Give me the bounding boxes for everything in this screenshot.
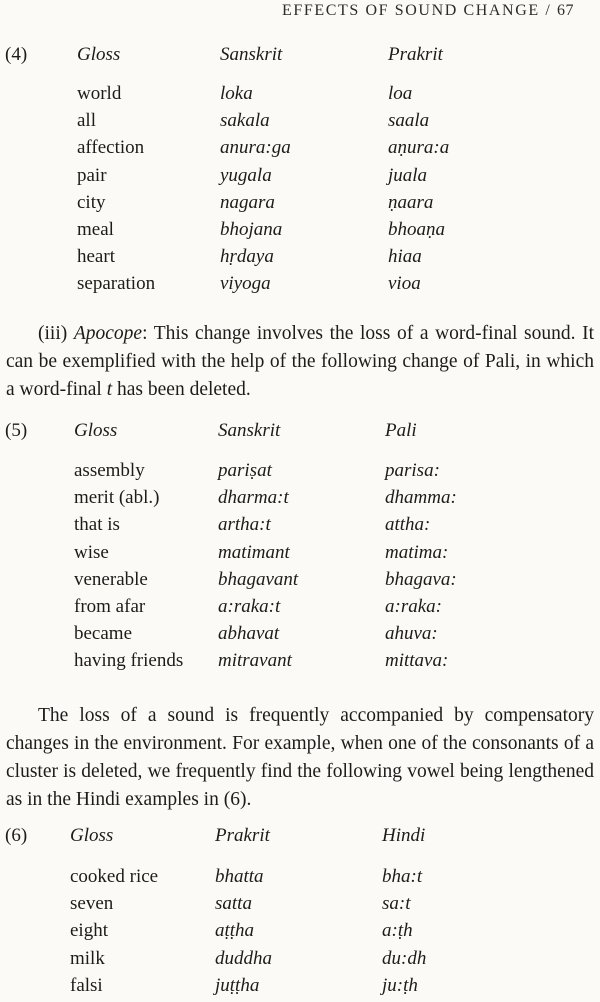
example-row <box>0 110 600 137</box>
target-form-cell: loa <box>388 83 413 104</box>
source-form-cell: bhatta <box>215 866 264 887</box>
example-rows <box>0 460 600 678</box>
example-row <box>0 83 600 110</box>
column-header-gloss: Gloss <box>77 44 121 65</box>
example-header <box>0 44 600 72</box>
gloss-cell: world <box>77 83 122 104</box>
example-rows <box>0 866 600 1002</box>
source-form-cell: bhagavant <box>218 568 299 590</box>
target-form-cell: a:ṭh <box>382 920 413 942</box>
target-form-cell: ṇaara <box>388 191 434 213</box>
example-4-table <box>0 44 600 301</box>
target-form-cell: bhagava: <box>385 568 457 590</box>
gloss-cell: that is <box>74 514 120 536</box>
source-form-cell: juṭṭha <box>215 974 260 996</box>
italic-letter: t <box>106 379 113 400</box>
compensatory-paragraph <box>6 702 594 814</box>
column-header-source: Sanskrit <box>220 44 283 65</box>
source-form-cell: sakala <box>220 110 270 132</box>
target-form-cell: du:dh <box>382 947 427 969</box>
example-row <box>0 948 600 975</box>
source-form-cell: aṭṭha <box>215 920 255 942</box>
gloss-cell: having friends <box>74 650 184 672</box>
target-form-cell: bhoaṇa <box>388 218 445 240</box>
example-row <box>0 975 600 1002</box>
gloss-cell: all <box>77 110 96 132</box>
example-number: (4) <box>5 44 28 65</box>
target-form-cell: dhamma: <box>385 487 457 509</box>
example-header <box>0 825 600 853</box>
gloss-cell: heart <box>77 246 115 268</box>
gloss-cell: eight <box>70 920 108 942</box>
gloss-cell: milk <box>70 947 105 969</box>
running-head: EFFECTS OF SOUND CHANGE / 67 <box>282 2 574 19</box>
source-form-cell: satta <box>215 893 252 915</box>
gloss-cell: became <box>74 623 133 645</box>
column-header-target: Prakrit <box>388 44 443 65</box>
column-header-gloss: Gloss <box>74 420 118 441</box>
target-form-cell: vioa <box>388 273 421 295</box>
source-form-cell: artha:t <box>218 514 271 536</box>
example-row <box>0 866 600 893</box>
source-form-cell: abhavat <box>218 623 280 645</box>
example-row <box>0 542 600 569</box>
source-form-cell: yugala <box>220 164 272 186</box>
example-row <box>0 460 600 487</box>
example-row <box>0 893 600 920</box>
target-form-cell: bha:t <box>382 866 423 887</box>
source-form-cell: mitravant <box>218 650 292 672</box>
example-row <box>0 192 600 219</box>
column-header-source: Prakrit <box>215 825 270 846</box>
gloss-cell: falsi <box>70 974 103 996</box>
apocope-paragraph <box>6 320 594 404</box>
section-label: (iii) <box>38 323 74 344</box>
source-form-cell: bhojana <box>220 218 283 240</box>
source-form-cell: a:raka:t <box>218 595 281 617</box>
example-row <box>0 165 600 192</box>
gloss-cell: cooked rice <box>70 866 159 887</box>
source-form-cell: viyoga <box>220 273 271 295</box>
gloss-cell: from afar <box>74 595 146 617</box>
gloss-cell: meal <box>77 218 114 240</box>
source-form-cell: anura:ga <box>220 137 291 159</box>
gloss-cell: city <box>77 191 106 213</box>
source-form-cell: dharma:t <box>218 487 289 509</box>
gloss-cell: pair <box>77 164 107 186</box>
target-form-cell: aṇura:a <box>388 137 450 159</box>
column-header-target: Pali <box>385 420 417 441</box>
example-row <box>0 219 600 246</box>
paragraph-text: The loss of a sound is frequently accompanied by compensatory changes in the environment. For example, when one of the consonants of a cluster is deleted, we frequently find the following vowel being lengthened as in the Hindi examples in (6). <box>6 705 594 810</box>
target-form-cell: hiaa <box>388 246 422 268</box>
column-header-target: Hindi <box>382 825 426 846</box>
example-row <box>0 596 600 623</box>
source-form-cell: duddha <box>215 947 272 969</box>
column-header-gloss: Gloss <box>70 825 114 846</box>
example-row <box>0 273 600 300</box>
gloss-cell: merit (abl.) <box>74 487 160 509</box>
example-5-table <box>0 420 600 678</box>
source-form-cell: matimant <box>218 541 290 563</box>
target-form-cell: a:raka: <box>385 595 442 617</box>
example-row <box>0 246 600 273</box>
column-header-source: Sanskrit <box>218 420 281 441</box>
target-form-cell: juala <box>388 164 428 186</box>
example-number: (6) <box>5 825 28 846</box>
example-row <box>0 569 600 596</box>
example-row <box>0 623 600 650</box>
example-header <box>0 420 600 448</box>
target-form-cell: matima: <box>385 541 449 563</box>
source-form-cell: hṛdaya <box>220 246 274 268</box>
target-form-cell: parisa: <box>385 460 440 481</box>
example-6-table <box>0 825 600 1002</box>
target-form-cell: saala <box>388 110 430 132</box>
source-form-cell: nagara <box>220 191 275 213</box>
page-number: 67 <box>557 2 574 19</box>
target-form-cell: ju:ṭh <box>382 974 418 996</box>
example-row <box>0 650 600 677</box>
gloss-cell: affection <box>77 137 145 159</box>
gloss-cell: wise <box>74 541 109 563</box>
paragraph-text: : This change involves the loss of a word-final sound. It can be exemplified with the help of the following change of Pali, in which a word-final <box>6 323 594 400</box>
gloss-cell: separation <box>77 273 156 295</box>
example-number: (5) <box>5 420 28 441</box>
example-row <box>0 514 600 541</box>
source-form-cell: pariṣat <box>218 460 272 481</box>
example-row <box>0 137 600 164</box>
gloss-cell: venerable <box>74 568 148 590</box>
target-form-cell: attha: <box>385 514 431 536</box>
running-head-title: EFFECTS OF SOUND CHANGE <box>282 2 540 19</box>
source-form-cell: loka <box>220 83 253 104</box>
paragraph-text-end: has been deleted. <box>112 379 251 400</box>
target-form-cell: ahuva: <box>385 623 438 645</box>
example-rows <box>0 83 600 301</box>
term-apocope: Apocope <box>73 323 143 344</box>
target-form-cell: sa:t <box>382 893 411 915</box>
target-form-cell: mittava: <box>385 650 449 672</box>
gloss-cell: assembly <box>74 460 145 481</box>
example-row <box>0 920 600 947</box>
gloss-cell: seven <box>70 893 114 915</box>
example-row <box>0 487 600 514</box>
